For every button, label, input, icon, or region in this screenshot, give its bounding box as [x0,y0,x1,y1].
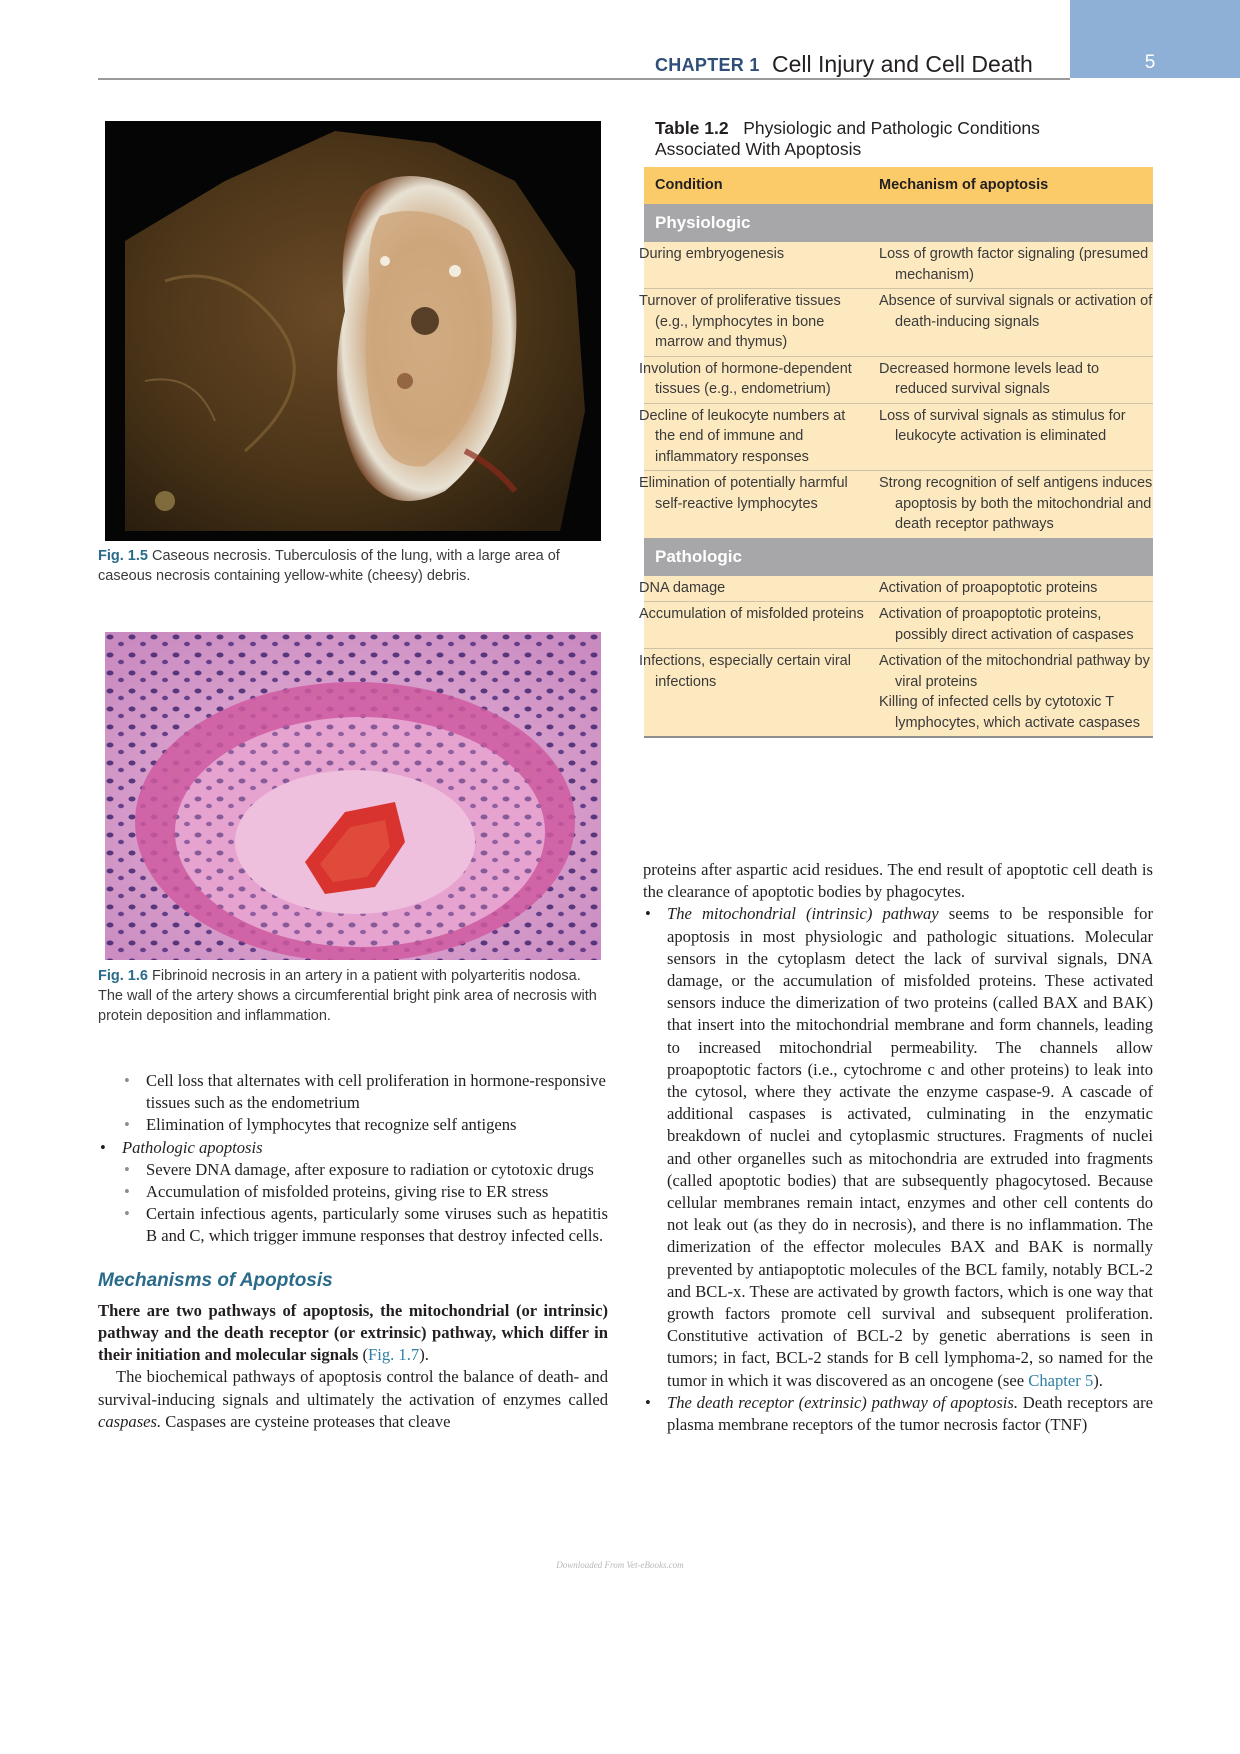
table-row [639,471,1153,538]
right-column-text [643,859,1153,1436]
list-item: • Certain infectious agents, particularly some viruses such as hepatitis B and C, which trigger immune responses that destroy infected cells. [98,1203,608,1247]
body-paragraph: proteins after aspartic acid residues. The end result of apoptotic cell death is the clearance of apoptotic bodies by phagocytes. [643,860,1153,902]
list-item: • Cell loss that alternates with cell proliferation in hormone-responsive tissues such as the endometrium [98,1070,608,1114]
footer-watermark: Downloaded From Vet-eBooks.com [556,1560,684,1570]
intro-paragraph: There are two pathways of apoptosis, the mitochondrial (or intrinsic) pathway and the death receptor (or extrinsic) pathway, which differ in their initiation and molecular signals (Fig. 1.7). [98,1300,608,1365]
figure-1-5-caption [98,546,608,586]
figure-1-6-image [105,632,601,960]
mechanism-cell: Activation of proapoptotic proteins [879,579,1098,596]
condition-cell: Elimination of potentially harmful self-reactive lymphocytes [639,475,848,512]
column-header-condition: Condition [655,177,723,194]
condition-cell: During embryogenesis [639,246,785,262]
mechanism-cell: Activation of proapoptotic proteins, possibly direct activation of caspases [879,606,1134,643]
table-row [639,649,1153,738]
table-header-row [644,167,1153,204]
table-row [639,404,1153,472]
table-row [639,602,1153,649]
body-paragraph: The biochemical pathways of apoptosis control the balance of death- and survival-inducing signals and ultimately the activation of enzymes called caspases. Caspases are cysteine proteases that cleave [98,1367,608,1431]
mechanism-cell: Absence of survival signals or activation of death-inducing signals [879,293,1153,330]
mechanism-cell: Loss of growth factor signaling (presumed mechanism) [879,246,1149,283]
mechanism-cell: Killing of infected cells by cytotoxic T lymphocytes, which activate caspases [879,694,1140,731]
mechanism-cell: Strong recognition of self antigens induces apoptosis by both the mitochondrial and death receptor pathways [879,475,1153,532]
condition-cell: Decline of leukocyte numbers at the end of immune and inflammatory responses [639,407,846,465]
condition-cell: Turnover of proliferative tissues (e.g., lymphocytes in bone marrow and thymus) [639,293,841,350]
list-item: • Accumulation of misfolded proteins, giving rise to ER stress [98,1181,608,1203]
mitochondrial-pathway-term: The mitochondrial (intrinsic) pathway [667,904,939,924]
condition-cell: DNA damage [639,579,726,596]
left-column-text [98,1070,608,1433]
chapter-title: Cell Injury and Cell Death [772,51,1033,77]
chapter-label: CHAPTER 1 [655,55,760,75]
table-row [639,357,1153,404]
apoptosis-table [639,167,1153,738]
pathologic-apoptosis-label: Pathologic apoptosis [122,1137,263,1157]
mechanism-cell: Loss of survival signals as stimulus for leukocyte activation is eliminated [879,407,1126,444]
figure-1-6-caption [98,966,608,1026]
figure-label: Fig. 1.5 [98,548,148,564]
list-item: • The death receptor (extrinsic) pathway of apoptosis. Death receptors are plasma membrane receptors of the tumor necrosis factor (TNF) [643,1392,1153,1436]
condition-cell: Involution of hormone-dependent tissues (e.g., endometrium) [639,360,852,397]
condition-cell: Infections, especially certain viral infections [639,653,851,690]
table-title-text: Physiologic and Pathologic Conditions Associated With Apoptosis [655,118,1040,159]
caption-text: Caseous necrosis. Tuberculosis of the lung, with a large area of caseous necrosis containing yellow-white (cheesy) debris. [98,548,560,584]
figure-label: Fig. 1.6 [98,968,148,984]
caption-text: Fibrinoid necrosis in an artery in a patient with polyarteritis nodosa. The wall of the artery shows a circumferential bright pink area of necrosis with protein deposition and inflammation. [98,968,597,1024]
table-row [639,576,1153,603]
column-header-mechanism: Mechanism of apoptosis [879,177,1049,194]
table-title [655,118,1095,160]
mechanism-cell: Decreased hormone levels lead to reduced survival signals [879,360,1100,397]
group-header-pathologic: Pathologic [644,538,1153,576]
death-receptor-pathway-term: The death receptor (extrinsic) pathway of apoptosis. [667,1392,1019,1412]
header-rule [98,78,1070,80]
intro-bold-text: There are two pathways of apoptosis, the mitochondrial (or intrinsic) pathway and the death receptor (or extrinsic) pathway, which differ in their initiation and molecular signals [98,1300,608,1365]
list-item: • The mitochondrial (intrinsic) pathway seems to be responsible for apoptosis in most physiologic and pathologic situations. Molecular sensors in the cytoplasm detect the lack of survival signals, DNA damage, or the accumulation of misfolded proteins. These activated sensors induce the dimerization of two proteins (called BAX and BAK) that insert into the mitochondrial membrane and form channels, leading to increased mitochondrial permeability. The channels allow proapoptotic factors (i.e., cytochrome c and other proteins) to leak into the cytosol, where they activate the enzyme caspase-9. A cascade of additional caspases is activated, culminating in the enzymatic breakdown of nuclei and cytoplasmic structures. Fragments of nuclei and other organelles such as mitochondria are extruded into fragments (called apoptotic bodies) that are subsequently phagocytosed. Because cellular membranes remain intact, enzymes and other cell contents do not leak out (as they do in necrosis), and there is no inflammation. The dimerization of the effector molecules BAX and BAK is normally prevented by antiapoptotic molecules of the BCL family, notably BCL-2 and BCL-x. These are activated by growth factors, which is one way that growth factors promote cell survival and subsequent proliferation. Constitutive activation of BCL-2 by genetic aberrations is seen in tumors; in fact, BCL-2 stands for B cell lymphoma-2, so named for the tumor in which it was discovered as an oncogene (see Chapter 5). [643,903,1153,1391]
mechanism-cell: Activation of the mitochondrial pathway by viral proteins [879,653,1150,690]
figure-1-5-image [105,121,601,541]
list-item: • Elimination of lymphocytes that recognize self antigens [98,1114,608,1136]
chapter-reference-link[interactable]: Chapter 5 [1028,1370,1094,1390]
figure-reference-link[interactable]: Fig. 1.7 [368,1345,420,1365]
table-row [639,289,1153,357]
group-header-physiologic: Physiologic [644,204,1153,242]
list-item: • Severe DNA damage, after exposure to radiation or cytotoxic drugs [98,1159,608,1181]
list-item [98,1137,608,1159]
table-row [639,242,1153,289]
section-heading: Mechanisms of Apoptosis [98,1269,333,1291]
condition-cell: Accumulation of misfolded proteins [639,606,864,622]
page-number: 5 [1144,52,1156,73]
table-number: Table 1.2 [655,118,729,138]
